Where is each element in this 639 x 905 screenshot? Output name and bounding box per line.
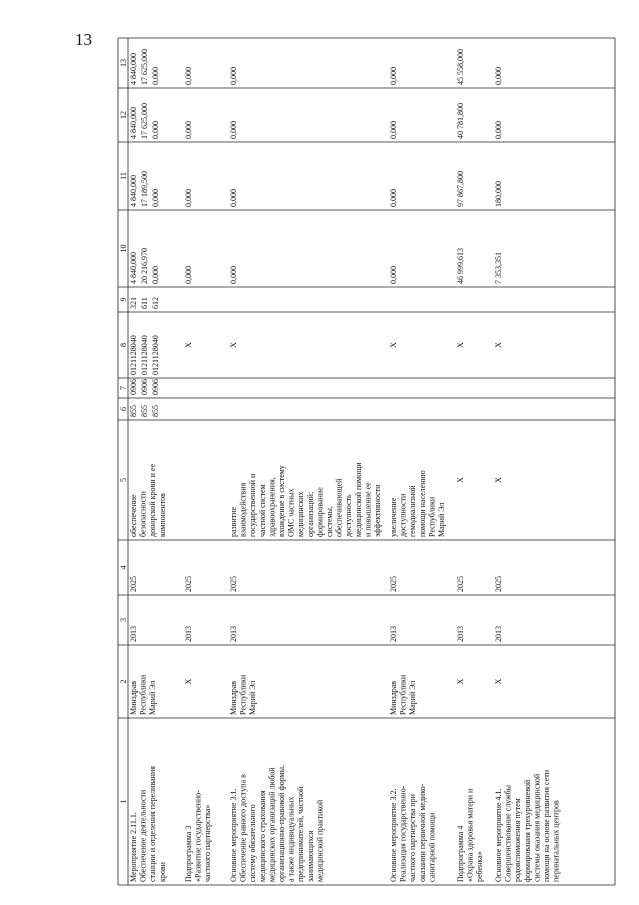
row2-col5-line8: организаций; [305, 491, 315, 537]
row5-line0-col8: Х [494, 342, 503, 348]
row1-col2: Х [184, 678, 193, 685]
row0-line2-col8: 0121128040 [151, 335, 161, 375]
row1-col1-line0: Подпрограмма 3 [184, 825, 193, 882]
row3-col2-line2: Марий Эл [408, 680, 418, 715]
row0-col2-line2: Марий Эл [148, 680, 158, 715]
row4-col1-line0: Подпрограмма 4 [456, 825, 465, 882]
row2-col5-line15: эффективности [373, 484, 382, 537]
row0-line0-col9: 321 [129, 297, 138, 309]
row1-line0-col11: 0,000 [184, 189, 193, 207]
row2-line0-col13: 0,000 [229, 67, 238, 85]
header-cell-12: 12 [119, 111, 128, 119]
row3-line0-col12: 0,000 [389, 121, 398, 139]
row3-col5-line3: помощи населению [417, 470, 427, 537]
row5-col5: Х [494, 477, 503, 483]
row1-line0-col13: 0,000 [184, 67, 193, 85]
row0-line1-col13: 17 625,000 [140, 49, 150, 85]
row2-col5-line10: системы, [325, 506, 334, 537]
row0-col5-line0: обеспечение [129, 494, 138, 537]
row2-col4: 2025 [229, 576, 238, 592]
row0-line2-col13: 0,000 [151, 67, 161, 85]
row2-col5-line14: и повышение ее [363, 482, 373, 537]
header-cell-5: 5 [119, 478, 128, 482]
row4-col2: Х [456, 678, 465, 685]
row3-col4: 2025 [389, 576, 398, 592]
row2-col1-line9: медицинской практикой [315, 799, 325, 882]
row2-col5-line12: доступность [344, 494, 354, 537]
row0-col3: 2013 [129, 626, 138, 642]
row2-col1-line1: Обеспечение равного доступа в [238, 774, 248, 882]
row2-col5-line9: формирование [315, 487, 325, 537]
row3-col1-line1: Реализация государственно- [398, 785, 408, 882]
row5-col3: 2013 [494, 626, 503, 642]
row0-line0-col12: 4 840,000 [129, 107, 138, 139]
header-cell-11: 11 [119, 172, 128, 180]
row0-line0-col8: 0121128040 [129, 335, 138, 375]
header-cell-10: 10 [119, 244, 128, 253]
row3-col2-line0: Минздрав [389, 680, 398, 715]
row3-col5-line2: гемодиализной [408, 485, 418, 537]
row0-line1-col12: 17 625,000 [140, 103, 150, 139]
row4-line0-col12: 40 781,800 [456, 103, 465, 139]
row0-line2-col11: 0,000 [151, 189, 161, 207]
row0-col5-line2: донорской крови и ее [148, 464, 158, 537]
page-number: 13 [75, 30, 92, 49]
row3-col5-line0: увеличение [389, 497, 398, 537]
row4-col4: 2025 [456, 576, 465, 592]
row3-col1-line4: санитарной помощи [427, 812, 437, 882]
row2-col5-line6: ОМС частных [286, 488, 296, 537]
row1-col4: 2025 [184, 576, 193, 592]
row0-col2-line0: Минздрав [129, 680, 138, 715]
row0-col4: 2025 [129, 576, 138, 592]
row3-col5-line4: Республики [427, 496, 437, 537]
row2-col5-line7: медицинских [296, 491, 306, 537]
row4-line0-col8: Х [456, 342, 465, 348]
row3-line0-col13: 0,000 [389, 67, 398, 85]
row3-line0-col11: 0,000 [389, 189, 398, 207]
row0-line2-col7: 0906 [151, 379, 161, 395]
row5-col1-line2: родовспоможения путем [513, 798, 523, 882]
row0-line1-col7: 0906 [140, 379, 150, 395]
row3-col2-line1: Республики [398, 674, 408, 715]
row5-col1-line1: Совершенствование службы [503, 784, 513, 882]
row0-line1-col9: 611 [140, 297, 150, 309]
row0-col1-line3: крови [157, 862, 167, 882]
header-cell-2: 2 [119, 679, 128, 684]
row2-col1-line2: систему обязательного [248, 804, 258, 882]
row2-col2-line1: Республики [238, 674, 248, 715]
row0-line2-col9: 612 [151, 297, 161, 309]
row5-line0-col13: 0,000 [494, 67, 503, 85]
row0-line1-col8: 0121128040 [140, 335, 150, 375]
row3-col5-line1: доступности [398, 493, 408, 537]
row2-col3: 2013 [229, 626, 238, 642]
row5-line0-col11: 180,000 [494, 181, 503, 207]
row1-col1-line2: частного партнерства» [203, 804, 213, 882]
row2-col1-line5: организационно-правовой формы, [277, 765, 286, 882]
row2-col1-line7: предпринимателей, частной [296, 786, 306, 882]
row0-line1-col11: 17 189,500 [140, 171, 150, 207]
row2-col5-line3: частной систем [257, 484, 267, 537]
row3-line0-col10: 0,000 [389, 266, 398, 284]
row4-line0-col11: 97 867,800 [456, 171, 465, 207]
row3-col3: 2013 [389, 626, 398, 642]
row2-col1-line8: занимающихся [305, 830, 315, 882]
row4-col3: 2013 [456, 626, 465, 642]
row2-col5-line5: вхождение в систему [277, 465, 286, 537]
row1-col3: 2013 [184, 626, 193, 642]
row5-col1-line6: перинатальных центров [551, 800, 561, 882]
row4-line0-col10: 46 999,613 [456, 248, 465, 284]
row1-line0-col10: 0,000 [184, 266, 193, 284]
row3-col5-line5: Марий Эл [437, 502, 446, 537]
header-cell-1: 1 [119, 799, 128, 804]
row3-col1-line3: оказании первичной медико- [417, 783, 427, 882]
row2-line0-col8: Х [229, 342, 238, 348]
row0-line1-col10: 20 216,970 [140, 248, 150, 284]
row3-col1-line0: Основное мероприятие 3.2. [389, 788, 398, 882]
row3-col1-line2: частного партнерства при [408, 794, 418, 882]
row0-line1-col6: 855 [140, 405, 150, 417]
row0-line0-col10: 4 840,000 [129, 252, 138, 284]
row5-col2: Х [494, 678, 503, 685]
row5-line0-col12: 0,000 [494, 121, 503, 139]
row4-col5: Х [456, 477, 465, 483]
row4-line0-col13: 45 558,000 [456, 49, 465, 85]
row2-col5-line1: взаимодействия [238, 482, 248, 537]
row0-line2-col6: 855 [151, 405, 161, 417]
row0-col1-line2: станции и отделения переливания [148, 766, 158, 882]
header-cell-8: 8 [119, 343, 128, 347]
row1-line0-col12: 0,000 [184, 121, 193, 139]
row0-col1-line0: Мероприятие 2.11.1. [129, 812, 138, 882]
row0-line2-col12: 0,000 [151, 121, 161, 139]
row2-col1-line4: медицинских организаций любой [267, 767, 277, 882]
row5-col1-line0: Основное мероприятие 4.1. [494, 788, 503, 882]
row2-col1-line3: медицинского страхования [257, 790, 267, 882]
row5-col1-line3: формирования трехуровневой [522, 779, 532, 882]
header-cell-9: 9 [119, 297, 128, 302]
header-cell-4: 4 [119, 565, 128, 570]
row0-line0-col6: 855 [129, 405, 138, 417]
header-cell-6: 6 [119, 407, 128, 411]
row0-line0-col11: 4 840,000 [129, 175, 138, 207]
row0-col1-line1: Обеспечение деятельности [138, 789, 148, 882]
row2-col5-line2: государственной и [248, 473, 258, 537]
row5-col1-line4: системы оказания медицинской [532, 773, 542, 882]
row0-col2-line1: Республики [138, 674, 148, 715]
row0-line0-col13: 4 840,000 [129, 53, 138, 85]
header-cell-7: 7 [119, 386, 128, 390]
row2-col1-line0: Основное мероприятие 3.1. [229, 788, 238, 882]
header-cell-3: 3 [119, 618, 128, 622]
row2-line0-col10: 0,000 [229, 266, 238, 284]
row4-col1-line1: «Охрана здоровья матери и [465, 788, 475, 882]
row1-line0-col8: Х [184, 342, 193, 348]
row5-line0-col10: 7 353,351 [494, 252, 503, 284]
row5-col4: 2025 [494, 576, 503, 592]
row4-col1-line2: ребенка» [475, 851, 485, 882]
row2-col5-line13: медицинской помощи [353, 462, 363, 537]
row2-col5-line11: обеспечивающей [334, 478, 344, 537]
row3-line0-col8: Х [389, 342, 398, 348]
row0-col5-line1: безопасности [138, 491, 148, 537]
row2-col5-line4: здравоохранения, [267, 477, 277, 537]
row1-col1-line1: «Развитие государственно- [193, 790, 203, 882]
header-cell-13: 13 [119, 59, 128, 67]
row2-col2-line0: Минздрав [229, 680, 238, 715]
row2-col5-line0: развитие [229, 506, 238, 537]
row5-col1-line5: помощи на основе развития сети [542, 770, 551, 882]
row2-col2-line2: Марий Эл [248, 680, 258, 715]
row0-line2-col10: 0,000 [151, 266, 161, 284]
row0-col5-line3: компонентов [157, 493, 167, 537]
row2-col1-line6: а также индивидуальных [286, 796, 296, 882]
row0-line0-col7: 0906 [129, 379, 138, 395]
row2-line0-col11: 0,000 [229, 189, 238, 207]
row2-line0-col12: 0,000 [229, 121, 238, 139]
